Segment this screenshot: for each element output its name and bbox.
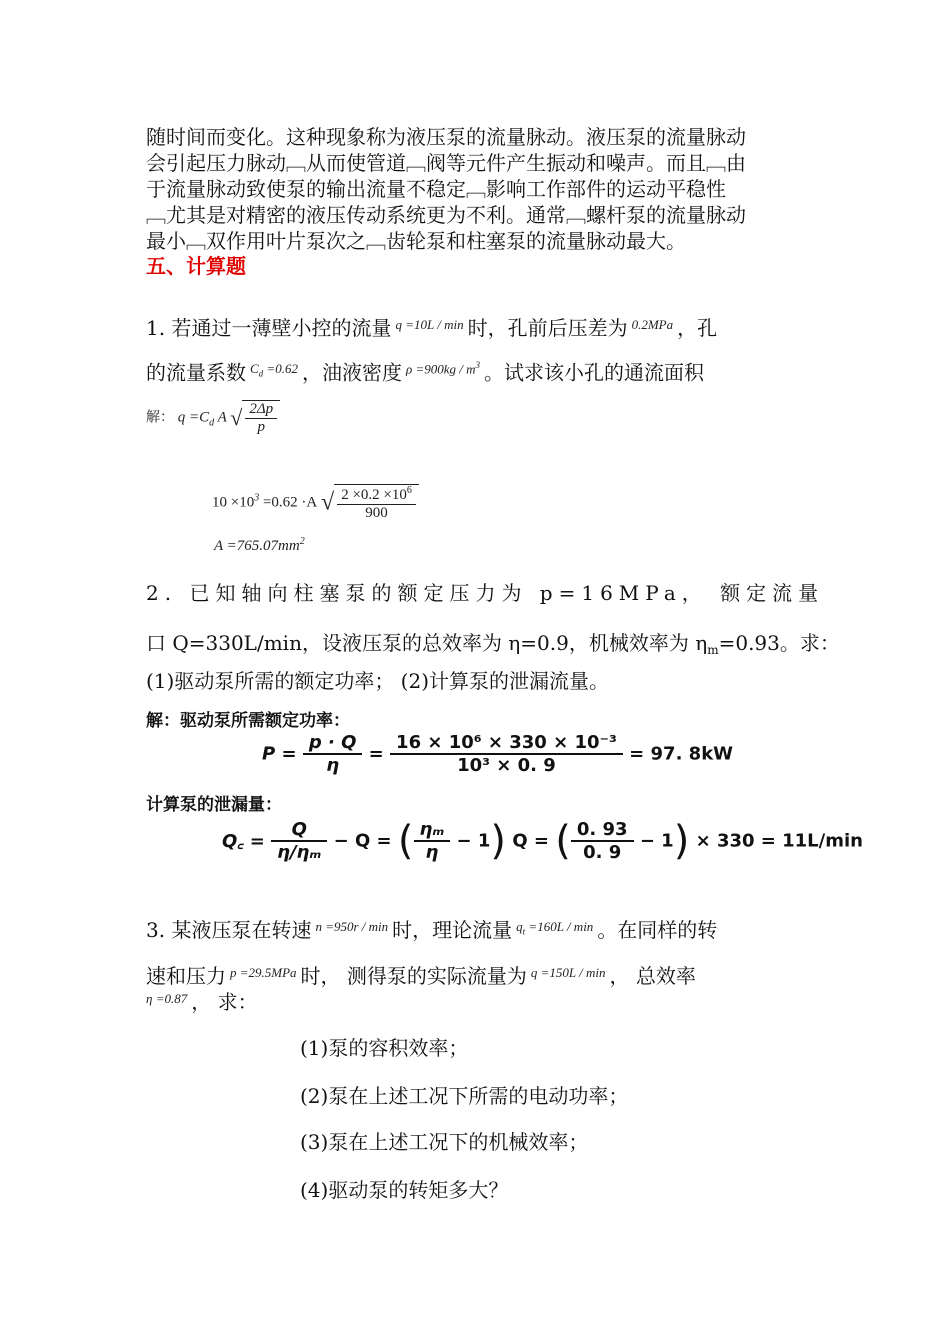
- formula-efficiency: η =0.87: [146, 991, 188, 1006]
- formula-flow: q =10L / min: [395, 317, 464, 332]
- solution-2-eq-power: P = $\frac{p \cdot Q}{\eta}$ = $\frac{\text{16 × 10⁶ × 330 × 10⁻³}}{\text{10³ × 0. 9}}$ = 97. 8kW: [262, 732, 734, 776]
- question-3-item: (2)泵在上述工况下所需的电动功率；: [300, 1084, 629, 1108]
- text: 1. 若通过一薄壁小控的流量: [146, 316, 392, 340]
- solution-2-label-1: 解：驱动泵所需额定功率：: [146, 711, 350, 731]
- text: 的流量系数: [146, 360, 246, 385]
- solution-1-eq-3: $A =765.07mm^2$: [214, 536, 305, 554]
- formula-pressure: p =29.5MPa: [230, 965, 297, 980]
- formula-theoretical-flow: $q_t =160L / \min$: [516, 919, 594, 937]
- paragraph-line: 随时间而变化。这种现象称为液压泵的流量脉动。液压泵的流量脉动: [146, 125, 746, 149]
- section-title: 五、计算题: [146, 254, 246, 278]
- paragraph-line: 于流量脉动致使泵的输出流量不稳定﹇影响工作部件的运动平稳性: [146, 177, 726, 201]
- formula-speed: n =950r / min: [315, 919, 389, 934]
- formula-pressure: 0.2MPa: [631, 317, 674, 332]
- solution-2-label-2: 计算泵的泄漏量：: [146, 795, 282, 815]
- subscript: m: [707, 643, 719, 657]
- text: 。试求该小孔的通流面积: [484, 360, 704, 385]
- question-3-item: (3)泵在上述工况下的机械效率；: [300, 1130, 589, 1154]
- question-3-item: (4)驱动泵的转矩多大？: [300, 1178, 509, 1202]
- question-3-line-3: η =0.87 ， 求：: [146, 986, 258, 1015]
- solution-label: 解：: [146, 409, 174, 426]
- fraction: $\frac{p \cdot Q}{\eta}$: [303, 732, 363, 776]
- formula-density: $\rho =900kg / m^3$: [405, 360, 480, 377]
- text: 时，孔前后压差为: [467, 316, 628, 340]
- formula-actual-flow: q =150L / min: [530, 965, 606, 980]
- solution-2-eq-leakage: Q꜀ = $\frac{Q}{\text{η/ηₘ}}$ − Q = ( $\frac{\text{ηₘ}}{\eta}$ − 1) Q = ( $\frac{0. 93}{0. 9}$ − 1) × 330 = 11L/min: [222, 818, 863, 864]
- sqrt-fraction: $\frac{2\Delta p}{p}$: [242, 400, 280, 436]
- question-1-line-1: [146, 312, 717, 341]
- question-1-line-2: [146, 352, 704, 387]
- formula-coefficient: $C_d =0.62$: [250, 361, 298, 379]
- fraction: $\frac{\text{16 × 10⁶ × 330 × 10⁻³}}{\text{10³ × 0. 9}}$: [390, 732, 623, 776]
- question-3-item: (1)泵的容积效率；: [300, 1036, 469, 1060]
- question-2-line-1: 2. 已知轴向柱塞泵的额定压力为 p=16MPa， 额定流量: [146, 581, 825, 605]
- question-2-line-2: 口 Q=330L/min，设液压泵的总效率为 η=0.9，机械效率为 $\eta_m=0.93$。求：: [146, 631, 840, 657]
- fraction: $\frac{\text{ηₘ}}{\eta}$: [414, 819, 451, 863]
- question-3-line-2: 速和压力 p =29.5MPa 时， 测得泵的实际流量为 q =150L / min ， 总效率: [146, 960, 696, 989]
- question-3-line-1: 3. 某液压泵在转速 n =950r / min 时，理论流量 $q_t =160L / \min$ 。在同样的转: [146, 914, 717, 945]
- superscript: 3: [475, 360, 480, 370]
- paragraph-line: 最小﹇双作用叶片泵次之﹇齿轮泵和柱塞泵的流量脉动最大。: [146, 229, 686, 253]
- paragraph-line: ﹇尤其是对精密的液压传动系统更为不利。通常﹇螺杆泵的流量脉动: [146, 203, 746, 227]
- paragraph-line: 会引起压力脉动﹇从而使管道﹇阀等元件产生振动和噪声。而且﹇由: [146, 151, 746, 175]
- fraction: $\frac{Q}{\text{η/ηₘ}}$: [271, 819, 327, 863]
- subscript: d: [258, 368, 264, 379]
- sqrt-fraction: $\frac{2 \times 0.2 \times 10^6}{900}$: [334, 484, 419, 522]
- text: ，孔: [677, 316, 718, 340]
- solution-1-eq-2: $10 \times 10^3 =0.62 \cdot A$ √ $\frac{2 \times 0.2 \times 10^6}{900}$: [212, 484, 419, 522]
- fraction: $\frac{0. 93}{0. 9}$: [571, 819, 634, 863]
- text: ，油液密度: [301, 360, 402, 385]
- solution-1-eq-1: 解： $q =C_d$ A √ $\frac{2\Delta p}{p}$: [146, 400, 280, 436]
- question-2-line-3: (1)驱动泵所需的额定功率； (2)计算泵的泄漏流量。: [146, 669, 610, 693]
